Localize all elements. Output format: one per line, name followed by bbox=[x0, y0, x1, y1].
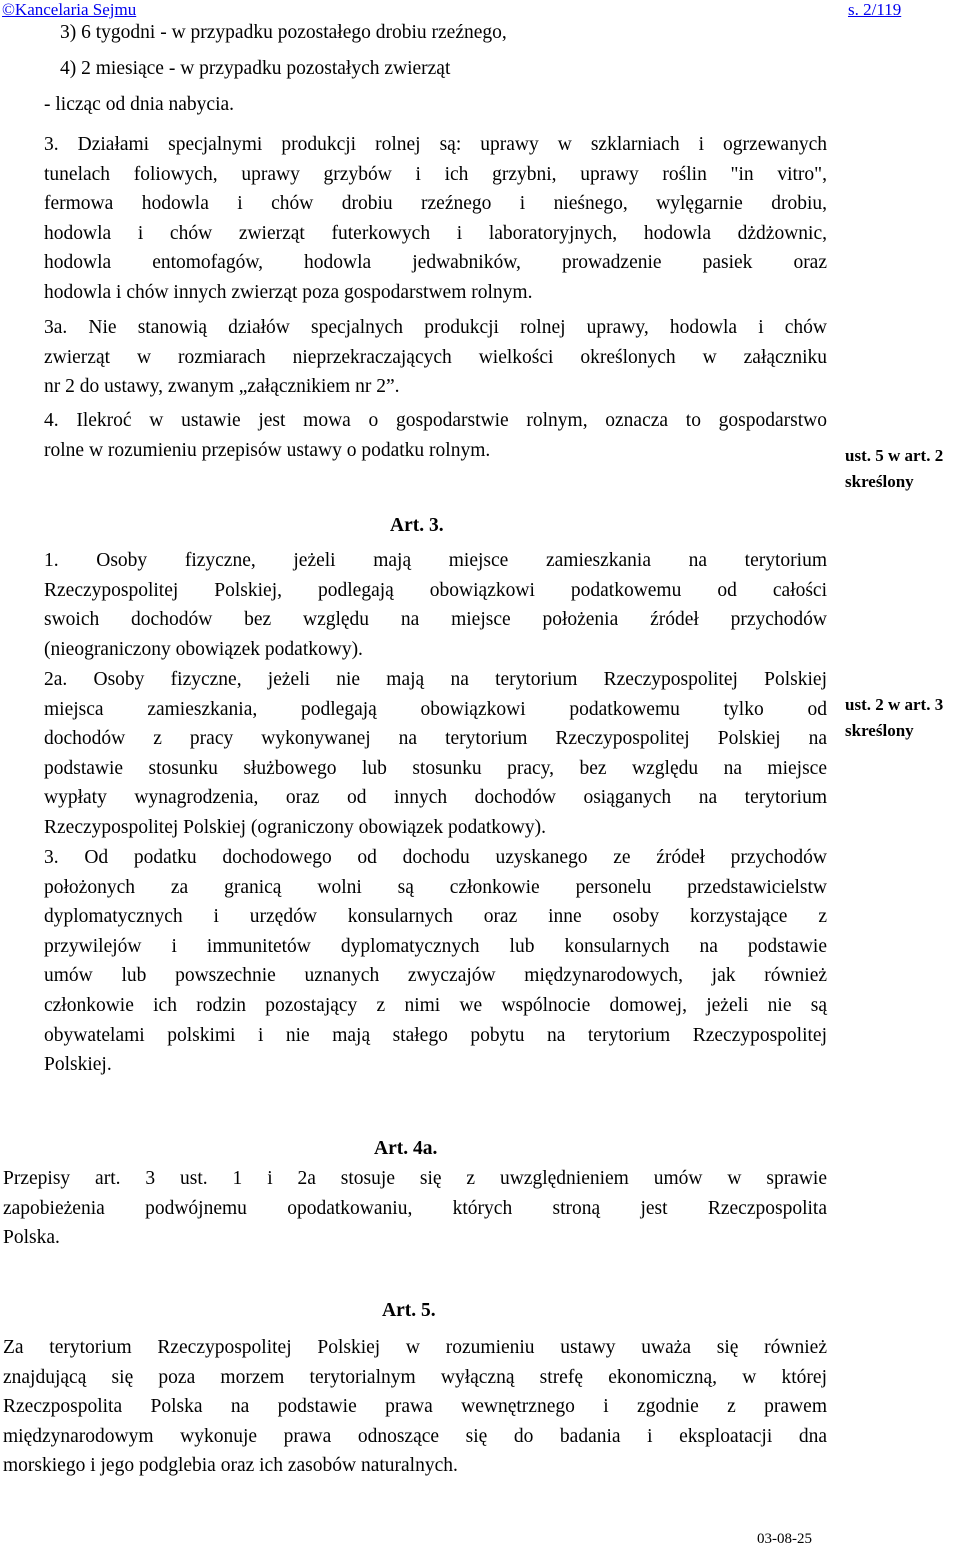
paragraph-line: fermowa hodowla i chów drobiu rzeźnego i nieśnego, wylęgarnie drobiu, bbox=[44, 193, 827, 215]
art3-paragraph-2a bbox=[44, 665, 827, 843]
copyright-link-text[interactable]: ©Kancelaria Sejmu bbox=[2, 0, 137, 19]
paragraph-line: 3. Od podatku dochodowego od dochodu uzyskanego ze źródeł przychodów bbox=[44, 847, 827, 868]
paragraph-line: morskiego i jego podglebia oraz ich zasobów naturalnych. bbox=[3, 1455, 458, 1477]
paragraph-line: hodowla i chów innych zwierząt poza gospodarstwem rolnym. bbox=[44, 281, 533, 303]
art2-paragraph-4 bbox=[44, 406, 827, 465]
art5-heading: Art. 5. bbox=[382, 1300, 436, 1321]
art4a-paragraph bbox=[3, 1164, 827, 1253]
art4a-heading: Art. 4a. bbox=[374, 1138, 438, 1159]
paragraph-line: 4. Ilekroć w ustawie jest mowa o gospodarstwie rolnym, oznacza to gospodarstwo bbox=[44, 410, 827, 431]
paragraph-line: przywilejów i immunitetów dyplomatycznych lub konsularnych na podstawie bbox=[44, 935, 827, 957]
margin-note-repealed-ust2 bbox=[845, 692, 943, 744]
art2-counting-clause: - licząc od dnia nabycia. bbox=[44, 94, 235, 115]
paragraph-line: miejsca zamieszkania, podlegają obowiązkowi podatkowemu tylko od bbox=[44, 698, 827, 720]
paragraph-line: hodowla entomofagów, hodowla jedwabników, prowadzenie pasiek oraz bbox=[44, 252, 827, 274]
paragraph-line: Przepisy art. 3 ust. 1 i 2a stosuje się z uwzględnieniem umów w sprawie bbox=[3, 1168, 827, 1189]
paragraph-line: tunelach foliowych, uprawy grzybów i ich grzybni, uprawy roślin "in vitro", bbox=[44, 163, 827, 185]
margin-note-line: skreślony bbox=[845, 721, 914, 740]
paragraph-line: zwierząt w rozmiarach nieprzekraczających wielkości określonych w załączniku bbox=[44, 346, 827, 368]
paragraph-line: Rzeczypospolitej Polskiej, podlegają obowiązkowi podatkowemu od całości bbox=[44, 579, 827, 601]
paragraph-line: członkowie ich rodzin pozostający z nimi we wspólnocie domowej, jeżeli nie są bbox=[44, 994, 827, 1016]
page-number-link[interactable] bbox=[848, 0, 901, 20]
paragraph-line: Rzeczpospolita Polska na podstawie prawa wewnętrznego i zgodnie z prawem bbox=[3, 1396, 827, 1418]
paragraph-line: nr 2 do ustawy, zwanym „załącznikiem nr 2”. bbox=[44, 376, 400, 398]
paragraph-line: podstawie stosunku służbowego lub stosunku pracy, bez względu na miejsce bbox=[44, 757, 827, 779]
paragraph-line: Polskiej. bbox=[44, 1054, 112, 1076]
paragraph-line: Rzeczypospolitej Polskiej (ograniczony obowiązek podatkowy). bbox=[44, 816, 546, 838]
art5-paragraph bbox=[3, 1333, 827, 1481]
margin-note-line: skreślony bbox=[845, 472, 914, 491]
paragraph-line: położonych za granicą wolni są członkowie personelu przedstawicielstw bbox=[44, 876, 827, 898]
footer-date: 03-08-25 bbox=[757, 1531, 812, 1547]
paragraph-line: znajdującą się poza morzem terytorialnym wyłączną strefę ekonomiczną, w której bbox=[3, 1366, 827, 1388]
paragraph-line: 1. Osoby fizyczne, jeżeli mają miejsce zamieszkania na terytorium bbox=[44, 550, 827, 571]
paragraph-line: zapobieżenia podwójnemu opodatkowaniu, których stroną jest Rzeczpospolita bbox=[3, 1197, 827, 1219]
paragraph-line: rolne w rozumieniu przepisów ustawy o podatku rolnym. bbox=[44, 439, 491, 461]
paragraph-line: dochodów z pracy wykonywanej na terytorium Rzeczypospolitej Polskiej na bbox=[44, 728, 827, 750]
paragraph-line: 3. Działami specjalnymi produkcji rolnej są: uprawy w szklarniach i ogrzewanych bbox=[44, 134, 827, 155]
margin-note-line: ust. 2 w art. 3 bbox=[845, 695, 944, 714]
paragraph-line: umów lub powszechnie uznanych zwyczajów międzynarodowych, jak również bbox=[44, 965, 827, 987]
paragraph-line: Za terytorium Rzeczypospolitej Polskiej w rozumieniu ustawy uważa się również bbox=[3, 1337, 827, 1358]
copyright-link[interactable] bbox=[2, 0, 136, 20]
paragraph-line: 2a. Osoby fizyczne, jeżeli nie mają na terytorium Rzeczypospolitej Polskiej bbox=[44, 669, 827, 690]
paragraph-line: swoich dochodów bez względu na miejsce położenia źródeł przychodów bbox=[44, 609, 827, 631]
paragraph-line: Polska. bbox=[3, 1227, 60, 1249]
art2-item-4: 4) 2 miesiące - w przypadku pozostałych zwierząt bbox=[60, 58, 451, 79]
art2-paragraph-3a bbox=[44, 313, 827, 402]
paragraph-line: wypłaty wynagrodzenia, oraz od innych dochodów osiąganych na terytorium bbox=[44, 787, 827, 809]
paragraph-line: dyplomatycznych i urzędów konsularnych oraz inne osoby korzystające z bbox=[44, 906, 827, 928]
art3-paragraph-3 bbox=[44, 843, 827, 1080]
paragraph-line: 3a. Nie stanowią działów specjalnych produkcji rolnej uprawy, hodowla i chów bbox=[44, 317, 827, 338]
paragraph-line: obywatelami polskimi i nie mają stałego pobytu na terytorium Rzeczypospolitej bbox=[44, 1024, 827, 1046]
page-number-text[interactable]: s. 2/119 bbox=[848, 0, 902, 19]
art2-paragraph-3 bbox=[44, 130, 827, 308]
art3-paragraph-1 bbox=[44, 546, 827, 664]
art2-item-3: 3) 6 tygodni - w przypadku pozostałego drobiu rzeźnego, bbox=[60, 22, 507, 43]
paragraph-line: międzynarodowym wykonuje prawa odnoszące się do badania i eksploatacji dna bbox=[3, 1425, 827, 1447]
paragraph-line: hodowla i chów zwierząt futerkowych i laboratoryjnych, hodowla dżdżownic, bbox=[44, 222, 827, 244]
margin-note-line: ust. 5 w art. 2 bbox=[845, 446, 944, 465]
art3-heading: Art. 3. bbox=[390, 515, 444, 536]
margin-note-repealed-ust5 bbox=[845, 443, 943, 495]
paragraph-line: (nieograniczony obowiązek podatkowy). bbox=[44, 638, 363, 660]
